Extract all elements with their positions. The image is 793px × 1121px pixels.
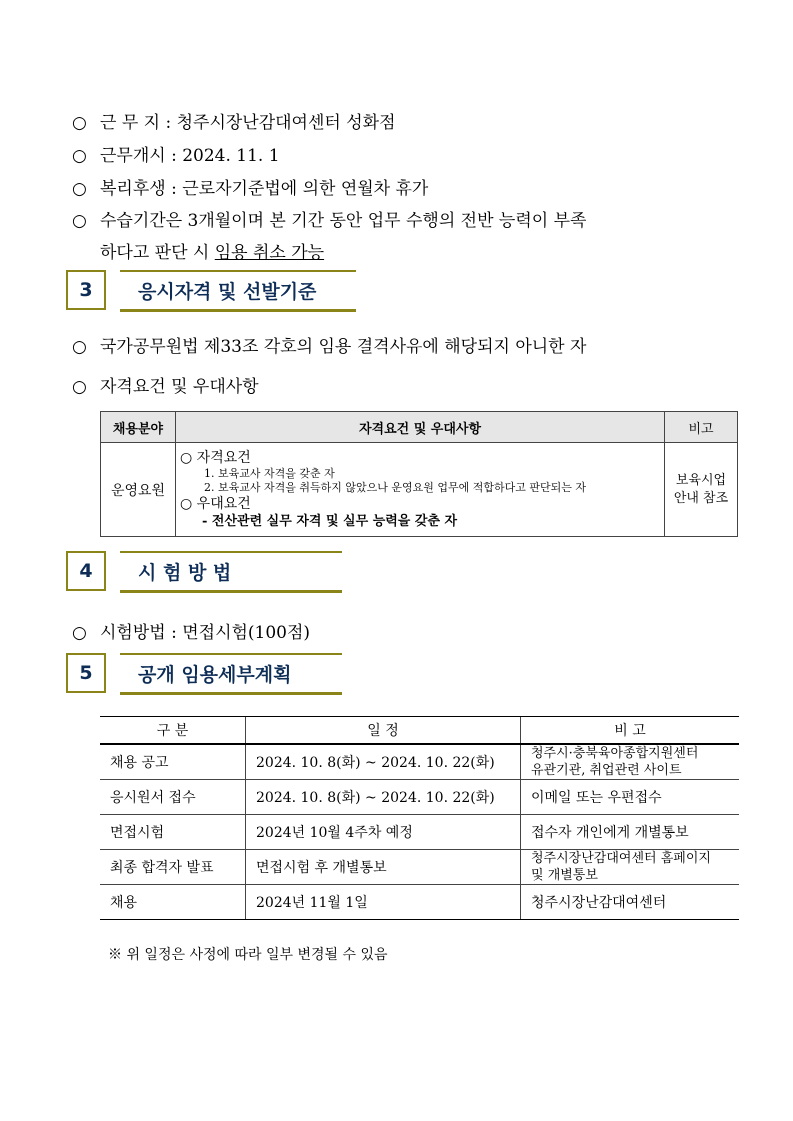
table-header: 일 정	[246, 717, 521, 745]
table-header: 구 분	[100, 717, 246, 745]
table-header: 비고	[665, 412, 738, 443]
schedule-date: 2024년 10월 4주차 예정	[246, 815, 521, 850]
req-item: 2. 보육교사 자격을 취득하지 않았으나 운영요원 업무에 적합하다고 판단되는 자	[204, 480, 586, 494]
section-title: 공개 임용세부계획	[120, 653, 342, 695]
section-5-header	[66, 653, 346, 697]
schedule-category: 응시원서 접수	[100, 780, 246, 815]
section-3-header	[66, 270, 356, 314]
table-row	[100, 815, 739, 850]
table-row	[100, 744, 739, 780]
schedule-note: 청주시·충북육아종합지원센터 유관기관, 취업관련 사이트	[521, 744, 740, 780]
requirements-item: ○ 자격요건 및 우대사항	[72, 377, 259, 397]
section-number: 4	[66, 551, 106, 591]
schedule-category: 채용 공고	[100, 744, 246, 780]
schedule-category: 최종 합격자 발표	[100, 850, 246, 885]
req-item: 1. 보육교사 자격을 갖춘 자	[204, 466, 335, 480]
schedule-table	[100, 716, 739, 920]
requirements-table	[100, 411, 738, 537]
probation-item-continued: 하다고 판단 시 임용 취소 가능	[100, 243, 325, 263]
probation-item: ○ 수습기간은 3개월이며 본 기간 동안 업무 수행의 전반 능력이 부족	[72, 211, 587, 231]
req-label: ○ 자격요건	[180, 449, 251, 466]
schedule-note: 접수자 개인에게 개별통보	[521, 815, 740, 850]
benefits-item: ○ 복리후생 : 근로자기준법에 의한 연월차 휴가	[72, 179, 429, 199]
schedule-note: 청주시장난감대여센터	[521, 885, 740, 920]
pref-label: ○ 우대요건	[180, 495, 251, 512]
schedule-category: 채용	[100, 885, 246, 920]
schedule-date: 면접시험 후 개별통보	[246, 850, 521, 885]
qualification-item: ○ 국가공무원법 제33조 각호의 임용 결격사유에 해당되지 아니한 자	[72, 337, 587, 357]
pref-item: - 전산관련 실무 자격 및 실무 능력을 갖춘 자	[202, 513, 458, 529]
schedule-date: 2024년 11월 1일	[246, 885, 521, 920]
exam-method-item: ○ 시험방법 : 면접시험(100점)	[72, 623, 311, 643]
table-header: 채용분야	[101, 412, 176, 443]
schedule-date: 2024. 10. 8(화) ~ 2024. 10. 22(화)	[246, 744, 521, 780]
table-header: 자격요건 및 우대사항	[176, 412, 665, 443]
section-title: 응시자격 및 선발기준	[120, 270, 356, 312]
schedule-note: 청주시장난감대여센터 홈페이지 및 개별통보	[521, 850, 740, 885]
start-date-item: ○ 근무개시 : 2024. 11. 1	[72, 146, 280, 166]
table-row	[100, 850, 739, 885]
schedule-category: 면접시험	[100, 815, 246, 850]
schedule-date: 2024. 10. 8(화) ~ 2024. 10. 22(화)	[246, 780, 521, 815]
table-row	[100, 780, 739, 815]
table-header: 비 고	[521, 717, 740, 745]
section-title: 시 험 방 법	[120, 551, 342, 593]
section-number: 5	[66, 653, 106, 693]
table-row	[100, 885, 739, 920]
field-cell: 운영요원	[101, 443, 176, 537]
section-number: 3	[66, 270, 106, 310]
section-4-header	[66, 551, 346, 595]
note-cell: 보육시업 안내 참조	[665, 443, 738, 537]
schedule-note: 이메일 또는 우편접수	[521, 780, 740, 815]
work-location-item: ○ 근 무 지 : 청주시장난감대여센터 성화점	[72, 113, 396, 133]
schedule-note-text: ※ 위 일정은 사정에 따라 일부 변경될 수 있음	[108, 947, 388, 963]
requirements-cell	[176, 443, 665, 537]
